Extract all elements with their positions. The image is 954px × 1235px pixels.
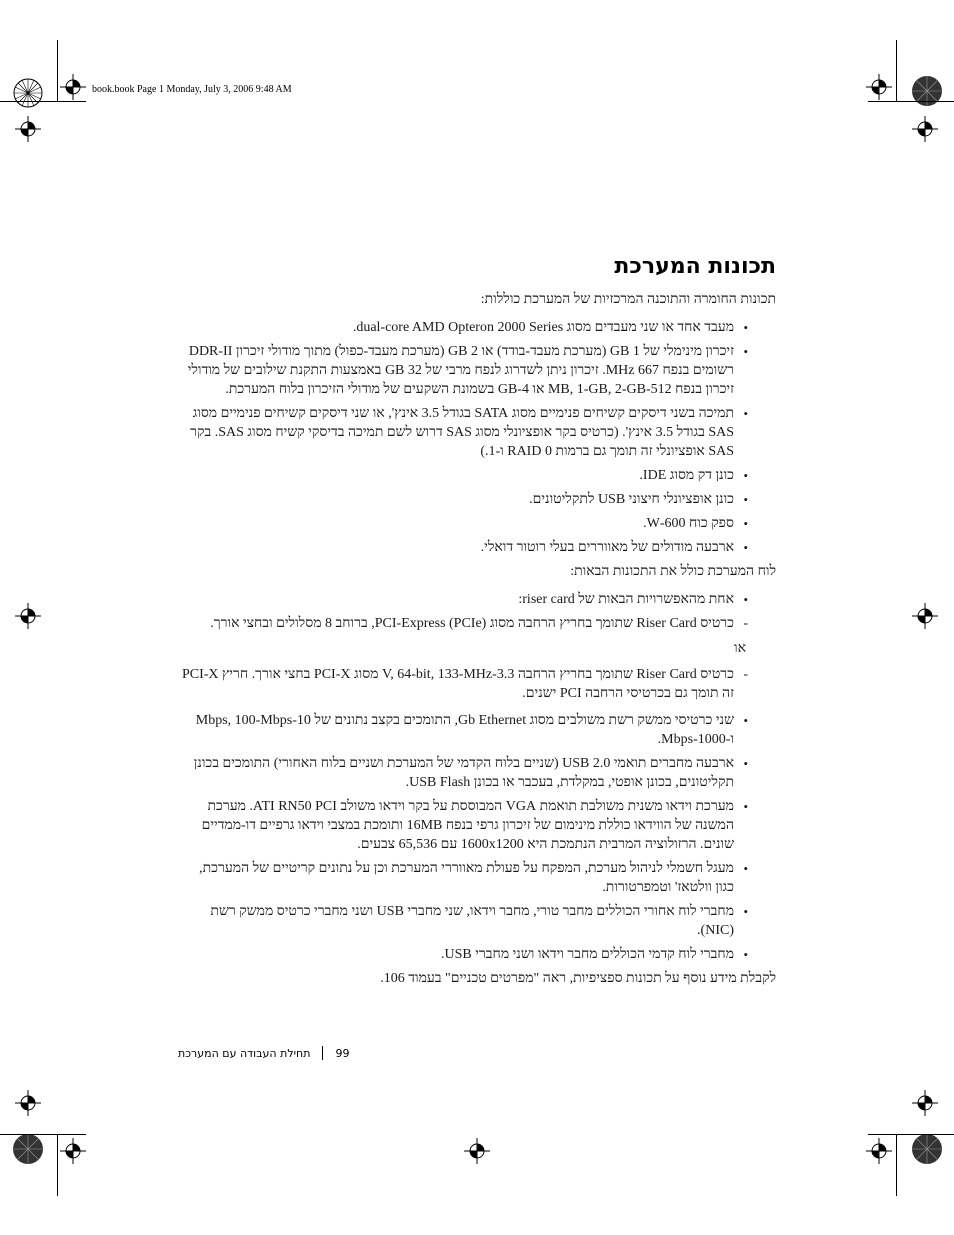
crop-line — [896, 40, 897, 102]
crosshair-mark-icon — [15, 603, 41, 629]
crosshair-mark-icon — [912, 116, 938, 142]
crosshair-mark-icon — [464, 1138, 490, 1164]
page-title: תכונות המערכת — [614, 254, 776, 279]
list-item: • כונן דק מסוג IDE. — [180, 466, 776, 485]
intro-paragraph: תכונות החומרה והתוכנה המרכזיות של המערכת כוללות: — [480, 292, 776, 307]
riser-option-text: כרטיס Riser Card שתומך בחריץ הרחבה מסוג PCI-Express (PCIe), ברוחב 8 מסלולים ובחצי אורך. — [210, 616, 734, 631]
crosshair-mark-icon — [60, 1138, 86, 1164]
board-intro-paragraph: לוח המערכת כולל את התכונות הבאות: — [570, 564, 776, 579]
footer-divider — [322, 1046, 323, 1060]
list-item: • ארבעה מחברים תואמי USB 2.0 (שניים בלוח הקדמי של המערכת ושניים בלוח האחורי) התומכים בכונן תקליטונים, בכונן אופטי, במקלדת, בעכבר או בכונן USB Flash. — [180, 754, 776, 792]
riser-option-text: כרטיס Riser Card שתומך בחריץ הרחבה 3.3-V, 64-bit, 133-MHz מסוג PCI-X בחצי אורך. חריץ PCI-X זה תומך גם בכרטיסי הרחבה PCI ישנים. — [181, 667, 734, 701]
list-item: • ספק כוח 600-W. — [180, 514, 776, 533]
crop-line — [57, 1134, 58, 1196]
crosshair-mark-icon — [15, 116, 41, 142]
crosshair-mark-icon — [60, 74, 86, 100]
list-item: • שני כרטיסי ממשק רשת משולבים מסוג Gb Ethernet, התומכים בקצב נתונים של 10-Mbps, 100-Mbps ו-1000-Mbps. — [180, 711, 776, 749]
riser-option: - כרטיס Riser Card שתומך בחריץ הרחבה 3.3-V, 64-bit, 133-MHz מסוג PCI-X בחצי אורך. חריץ PCI-X זה תומך גם בכרטיסי הרחבה PCI ישנים. — [181, 667, 748, 701]
closing-paragraph: לקבלת מידע נוסף על תכונות ספציפיות, ראה "מפרטים טכניים" בעמוד 106. — [380, 971, 776, 986]
registration-target-icon — [906, 70, 948, 112]
crop-line — [896, 1134, 897, 1196]
crosshair-mark-icon — [15, 1090, 41, 1116]
list-item: • מחברי לוח קדמי הכוללים מחבר וידאו ושני מחברי USB. — [180, 945, 776, 964]
crop-line — [868, 101, 954, 102]
list-item: • ארבעה מודולים של מאווררים בעלי רוטור דואלי. — [180, 538, 776, 557]
list-item: • מעגל חשמלי לניהול מערכת, המפקח על פעולת מאווררי המערכת וכן על נתונים קריטיים של המערכת, כגון וולטאז' וטמפרטורות. — [180, 859, 776, 897]
crosshair-mark-icon — [866, 1138, 892, 1164]
crop-line — [0, 1134, 86, 1135]
page-content — [180, 252, 776, 997]
crosshair-mark-icon — [866, 74, 892, 100]
crosshair-mark-icon — [912, 603, 938, 629]
board-feature-list-continued — [180, 711, 776, 964]
list-item: • מערכת וידאו משנית משולבת תואמת VGA המבוססת על בקר וידאו משולב ATI RN50 PCI. מערכת המשנה של הווידאו כוללת מינימום של זיכרון גרפי בנפח 16MB ותומכת במצבי וידאו גרפיים דו-ממדיים שונים. הרזולוציה המרבית הנתמכת היא 1600x1200 עם 65,536 צבעים. — [180, 797, 776, 854]
crop-line — [57, 40, 58, 102]
footer-section-title: תחילת העבודה עם המערכת — [178, 1046, 311, 1060]
print-slug: book.book Page 1 Monday, July 3, 2006 9:48 AM — [92, 84, 292, 95]
list-item: • כונן אופציונלי חיצוני USB לתקליטונים. — [180, 490, 776, 509]
registration-target-icon — [7, 72, 49, 114]
crosshair-mark-icon — [912, 1090, 938, 1116]
or-separator: או — [734, 641, 746, 656]
crop-line — [0, 101, 86, 102]
page-number: 99 — [335, 1046, 350, 1060]
crop-line — [868, 1134, 954, 1135]
list-item: • מעבד אחד או שני מעבדים מסוג dual-core AMD Opteron 2000 Series. — [180, 318, 776, 337]
board-feature-list — [180, 590, 776, 609]
list-item: • תמיכה בשני דיסקים קשיחים פנימיים מסוג SATA בגודל 3.5 אינץ', או שני דיסקים קשיחים פנימיים מסוג SAS בגודל 3.5 אינץ'. (כרטיס בקר אופציונלי מסוג SAS דרוש לשם תמיכה בדיסקי קשיח מסוג SAS. בקר SAS אופציונלי זה תומך גם ברמות RAID 0 ו-1.) — [180, 404, 776, 461]
feature-list — [180, 318, 776, 557]
list-item: • מחברי לוח אחורי הכוללים מחבר טורי, מחבר וידאו, שני מחברי USB ושני מחברי כרטיס ממשק רשת (NIC). — [180, 902, 776, 940]
list-item: • אחת מהאפשרויות הבאות של riser card: — [180, 590, 776, 609]
page-footer — [178, 1046, 349, 1060]
list-item: • זיכרון מינימלי של 1 GB (מערכת מעבד-בודד) או 2 GB (מערכת מעבד-כפול) מתוך מודולי זיכרון DDR-II רשומים בנפח 667 MHz. זיכרון ניתן לשדרוג לנפח מרבי של 32 GB באמצעות התקנת שילובים של מודולי זיכרון בנפח 512-MB, 1-GB, 2-GB או 4-GB בשמונת השקעים של מודולי הזיכרון בלוח המערכת. — [180, 342, 776, 399]
riser-option: - כרטיס Riser Card שתומך בחריץ הרחבה מסוג PCI-Express (PCIe), ברוחב 8 מסלולים ובחצי אורך. — [210, 616, 748, 631]
